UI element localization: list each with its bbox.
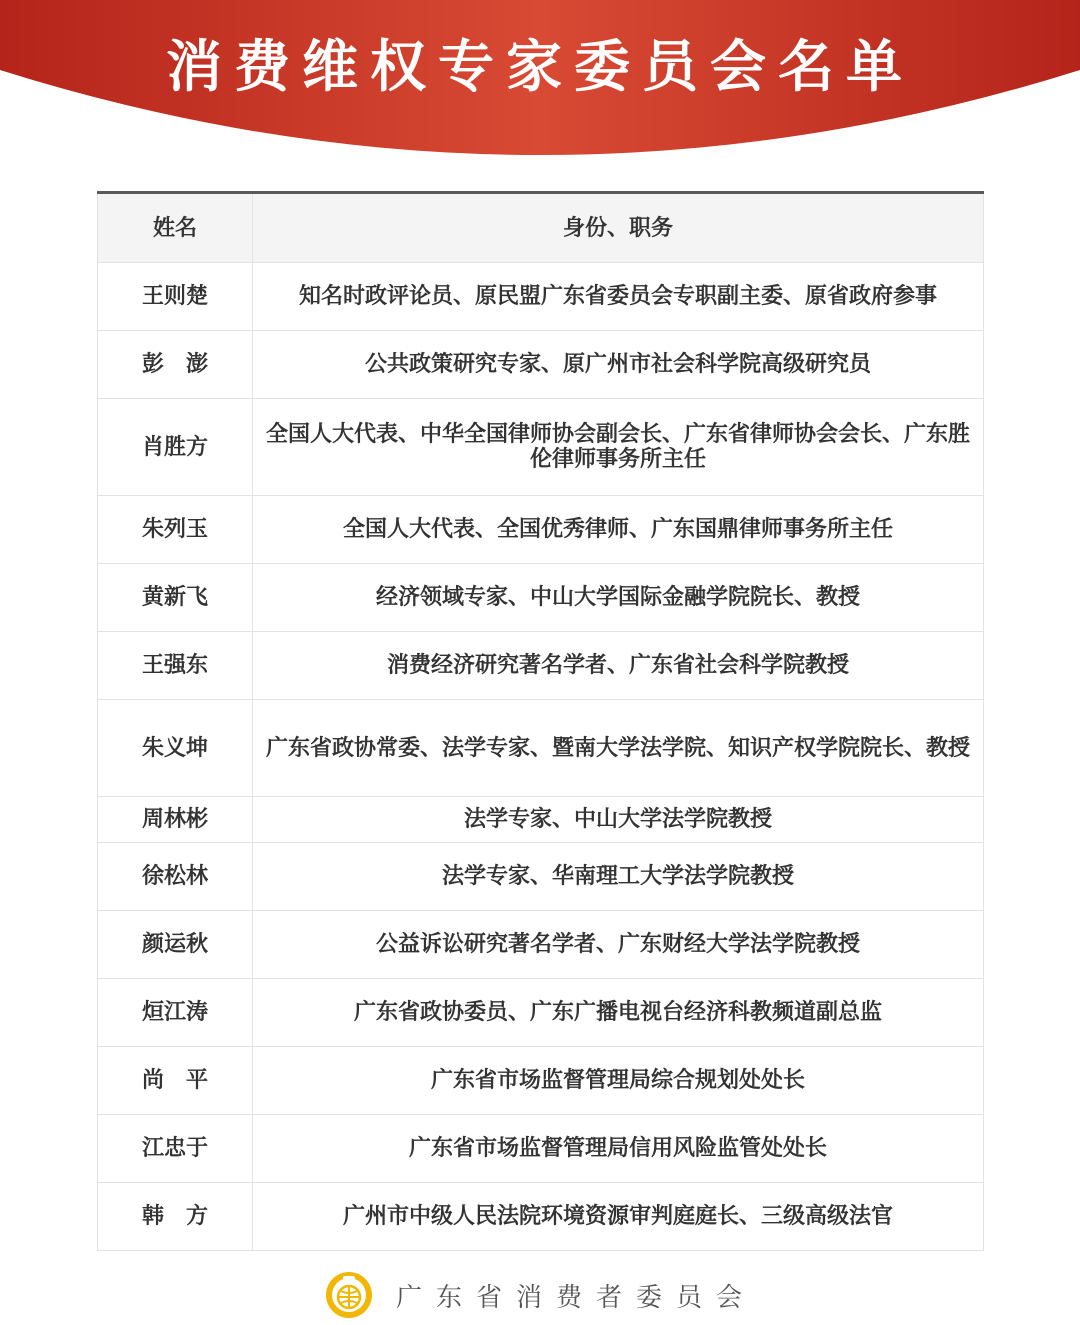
member-name: 朱列玉 xyxy=(98,496,253,564)
footer xyxy=(0,1265,1080,1325)
table-row xyxy=(98,564,984,632)
table-row xyxy=(98,911,984,979)
consumer-council-emblem-icon xyxy=(324,1270,374,1320)
member-role: 广东省市场监督管理局综合规划处处长 xyxy=(253,1047,984,1115)
table-row xyxy=(98,496,984,564)
member-name: 肖胜方 xyxy=(98,399,253,496)
table-row xyxy=(98,632,984,700)
table-row xyxy=(98,979,984,1047)
header-banner xyxy=(0,0,1080,160)
table-row xyxy=(98,797,984,843)
member-name: 彭 澎 xyxy=(98,331,253,399)
member-role: 知名时政评论员、原民盟广东省委员会专职副主委、原省政府参事 xyxy=(253,263,984,331)
member-name: 江忠于 xyxy=(98,1115,253,1183)
member-name: 尚 平 xyxy=(98,1047,253,1115)
table-row xyxy=(98,399,984,496)
member-name: 韩 方 xyxy=(98,1183,253,1251)
member-role: 广东省市场监督管理局信用风险监管处处长 xyxy=(253,1115,984,1183)
member-name: 周林彬 xyxy=(98,797,253,843)
member-name: 黄新飞 xyxy=(98,564,253,632)
member-name: 烜江涛 xyxy=(98,979,253,1047)
member-role: 广州市中级人民法院环境资源审判庭庭长、三级高级法官 xyxy=(253,1183,984,1251)
member-role: 公共政策研究专家、原广州市社会科学院高级研究员 xyxy=(253,331,984,399)
member-name: 王强东 xyxy=(98,632,253,700)
member-role: 经济领域专家、中山大学国际金融学院院长、教授 xyxy=(253,564,984,632)
member-role: 法学专家、中山大学法学院教授 xyxy=(253,797,984,843)
table-header-row xyxy=(98,193,984,263)
member-role: 全国人大代表、全国优秀律师、广东国鼎律师事务所主任 xyxy=(253,496,984,564)
page-title: 消费维权专家委员会名单 xyxy=(166,35,914,100)
member-role: 消费经济研究著名学者、广东省社会科学院教授 xyxy=(253,632,984,700)
table-row xyxy=(98,700,984,797)
member-role: 广东省政协常委、法学专家、暨南大学法学院、知识产权学院院长、教授 xyxy=(253,700,984,797)
member-name: 颜运秋 xyxy=(98,911,253,979)
member-role: 广东省政协委员、广东广播电视台经济科教频道副总监 xyxy=(253,979,984,1047)
member-role: 法学专家、华南理工大学法学院教授 xyxy=(253,843,984,911)
member-name: 王则楚 xyxy=(98,263,253,331)
member-role: 全国人大代表、中华全国律师协会副会长、广东省律师协会会长、广东胜伦律师事务所主任 xyxy=(253,399,984,496)
table-row xyxy=(98,1115,984,1183)
expert-committee-table xyxy=(97,191,984,1251)
table-row xyxy=(98,331,984,399)
table-row xyxy=(98,843,984,911)
table-row xyxy=(98,263,984,331)
header-name: 姓名 xyxy=(98,193,253,263)
member-name: 徐松林 xyxy=(98,843,253,911)
member-role: 公益诉讼研究著名学者、广东财经大学法学院教授 xyxy=(253,911,984,979)
header-role: 身份、职务 xyxy=(253,193,984,263)
table-row xyxy=(98,1183,984,1251)
table-row xyxy=(98,1047,984,1115)
member-name: 朱义坤 xyxy=(98,700,253,797)
footer-org-name: 广东省消费者委员会 xyxy=(395,1282,756,1313)
